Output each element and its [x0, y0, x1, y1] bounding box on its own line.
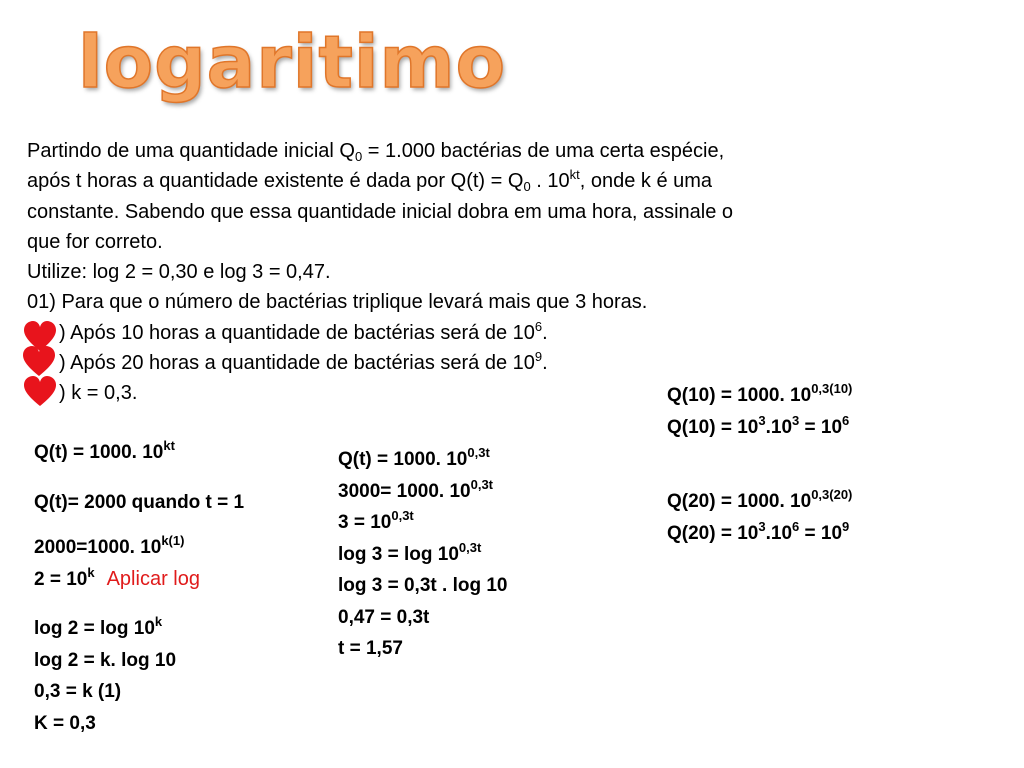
equation: Q(10) = 1000. $10^{0,3(10)}$ — [667, 381, 853, 406]
equation: t = 1,57 — [338, 638, 403, 659]
problem-statement — [27, 136, 857, 409]
solution-triple — [338, 444, 507, 665]
heart-icon — [22, 345, 56, 379]
equation: 2000=1000. $10^{k(1)}$ — [34, 533, 185, 558]
problem-line-3: constante. Sabendo que essa quantidade inicial dobra em uma hora, assinale o — [27, 200, 734, 223]
heart-icon — [23, 375, 57, 409]
equation: $Q(20) = 10^3.10^6 = 10^9$ — [667, 518, 850, 544]
problem-line-1: Partindo de uma quantidade inicial $Q_0 = 1.000$ bactérias de uma certa espécie, — [27, 140, 725, 164]
equation: log 2 = k. log 10 — [34, 649, 177, 671]
equation: 3000= 1000. $10^{0,3t}$ — [338, 476, 494, 502]
equation: $\log 3 = \log 10^{0,3t}$ — [338, 539, 482, 565]
solution-q — [667, 380, 852, 549]
equation: Q(t) = 1000. $10^{kt}$ — [34, 438, 175, 463]
option-04: ) Após 20 horas a quantidade de bactérias será de $10^9$. — [59, 349, 548, 375]
equation: 0,47 = 0,3t — [338, 606, 430, 628]
problem-line-2: após t horas a quantidade existente é dada por $Q(t) = Q_0$ . $10^{kt}$, onde k é uma — [27, 167, 713, 195]
equation: $2 = 10^k$ Aplicar log — [34, 564, 200, 590]
solution-k — [34, 437, 244, 739]
equation: log 2 = log 10$^k$ — [34, 614, 163, 639]
option-02: ) Após 10 horas a quantidade de bactérias será de $10^6$. — [59, 318, 548, 344]
equation: K = 0,3 — [34, 712, 96, 734]
hint-line: Utilize: log 2 = 0,30 e log 3 = 0,47. — [27, 261, 331, 284]
option-08: ) k = 0,3. — [59, 382, 138, 405]
equation: Q(20) = 1000. $10^{0,3(20)}$ — [667, 487, 853, 512]
problem-line-4: que for correto. — [27, 230, 163, 253]
option-01: 01) Para que o número de bactérias triplique levará mais que 3 horas. — [27, 291, 648, 314]
page-title: logaritimo — [78, 20, 507, 104]
equation: 0,3 = k (1) — [34, 681, 122, 702]
equation: log 3 = 0,3t . log 10 — [338, 575, 508, 596]
apply-log-hint: Aplicar log — [106, 567, 200, 590]
equation: Q(t) = 1000. $10^{0,3t}$ — [338, 445, 490, 470]
equation: $3 = 10^{0,3t}$ — [338, 508, 414, 533]
equation: Q(t)= 2000 quando t = 1 — [34, 491, 245, 513]
equation: $Q(10) = 10^3.10^3 = 10^6$ — [667, 412, 850, 438]
